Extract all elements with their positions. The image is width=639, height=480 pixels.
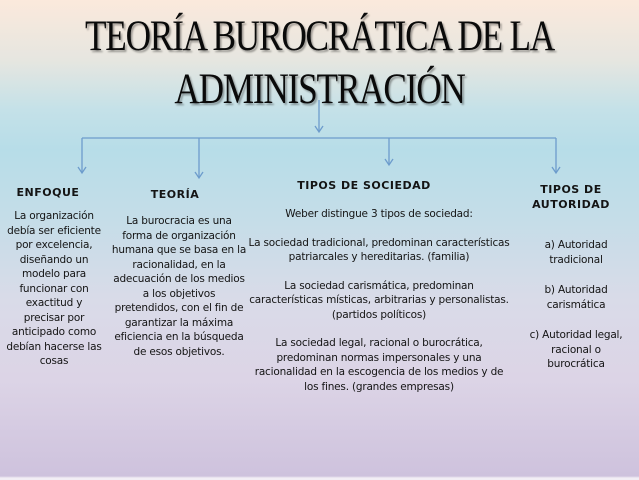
autoridad-item: c) Autoridad legal, racional o burocrática	[529, 329, 623, 370]
heading-sociedad: TIPOS DE SOCIEDAD	[297, 179, 431, 192]
text-teoria: La burocracia es una forma de organización humana que se basa en la racionalidad, en la adecuación de los medios a los objetivos pretendidos, con el fin de garantizar la máxima eficiencia en la búsqueda de esos objetivos.	[111, 215, 247, 358]
autoridad-item: b) Autoridad carismática	[544, 284, 608, 311]
autoridad-block	[526, 238, 626, 372]
heading-enfoque: ENFOQUE	[16, 186, 80, 199]
title-line-2: ADMINISTRACIÓN	[174, 66, 465, 113]
title-line-1: TEORÍA BUROCRÁTICA DE LA	[84, 13, 555, 60]
text-enfoque: La organización debía ser eficiente por excelencia, diseñando un modelo para funcionar con exactitud y precisar por anticipado como debían hacerse las cosas	[6, 210, 102, 367]
heading-autoridad: TIPOS DE AUTORIDAD	[532, 183, 610, 211]
sociedad-item: La sociedad legal, racional o burocrática, predominan normas impersonales y una racionalidad en la escogencia de los medios y de los fines. (grandes empresas)	[254, 337, 504, 393]
autoridad-item: a) Autoridad tradicional	[544, 239, 608, 266]
sociedad-item: La sociedad tradicional, predominan características patriarcales y hereditarias. (familia)	[248, 236, 510, 263]
sociedad-block	[248, 207, 510, 394]
sociedad-intro: Weber distingue 3 tipos de sociedad:	[285, 208, 473, 220]
heading-teoria: TEORÍA	[150, 188, 200, 201]
sociedad-item: La sociedad carismática, predominan características místicas, arbitrarias y personalistas. (partidos políticos)	[249, 279, 509, 321]
